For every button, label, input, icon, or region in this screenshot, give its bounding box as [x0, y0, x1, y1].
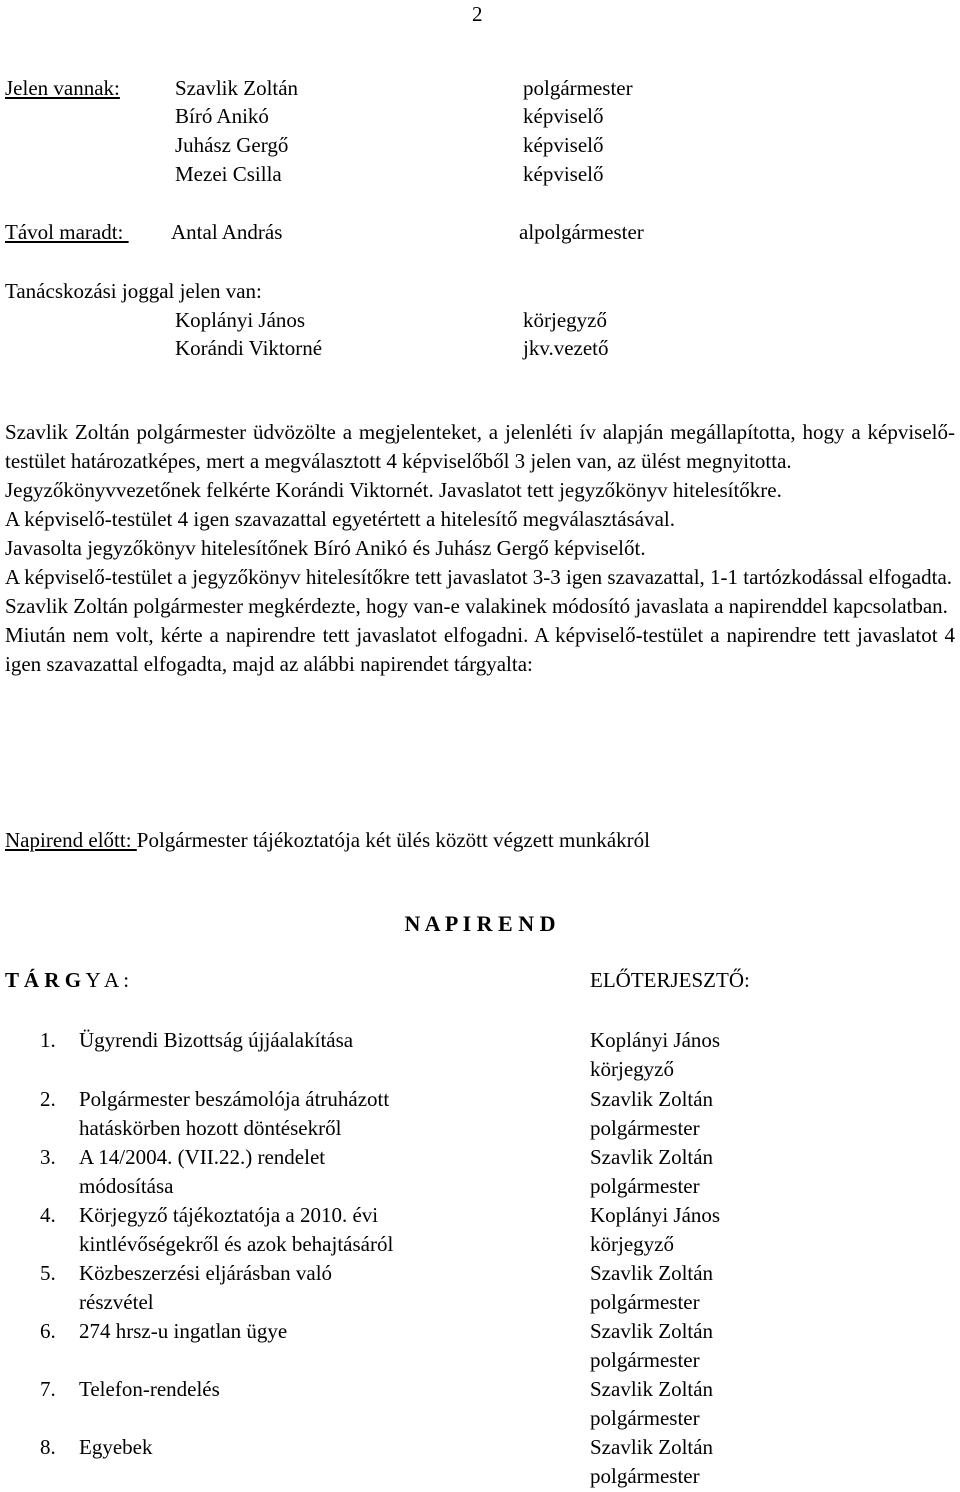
item-presenter: Szavlik Zoltán	[590, 1145, 714, 1169]
item-subject: részvétel	[79, 1290, 154, 1314]
advisory-label: Tanácskozási joggal jelen van:	[5, 279, 262, 303]
item-subject: kintlévőségekről és azok behajtásáról	[79, 1232, 394, 1256]
agenda-title	[0, 912, 960, 936]
item-presenter-title: polgármester	[590, 1116, 700, 1140]
present-role: képviselő	[523, 104, 604, 128]
paragraph: Szavlik Zoltán polgármester üdvözölte a megjelenteket, a jelenléti ív alapján megállapította, hogy a képviselő-testület határozatképes, mert a megválasztott 4 képviselőből 3 jelen van, az ülést megnyitotta.	[5, 420, 955, 473]
item-presenter-title: polgármester	[590, 1174, 700, 1198]
item-presenter-title: polgármester	[590, 1406, 700, 1430]
item-number: 6.	[40, 1319, 56, 1343]
paragraph: Jegyzőkönyvvezetőnek felkérte Korándi Viktornét. Javaslatot tett jegyzőkönyv hitelesítőkre.	[5, 478, 782, 502]
item-subject: módosítása	[79, 1174, 174, 1198]
advisory-role: jkv.vezető	[523, 336, 609, 360]
item-subject: Egyebek	[79, 1435, 153, 1459]
item-presenter-title: polgármester	[590, 1290, 700, 1314]
advisory-role: körjegyző	[523, 308, 607, 332]
item-subject: Közbeszerzési eljárásban való	[79, 1261, 333, 1285]
item-number: 5.	[40, 1261, 56, 1285]
present-name: Szavlik Zoltán	[175, 76, 299, 100]
item-subject: Ügyrendi Bizottság újjáalakítása	[79, 1028, 354, 1052]
paragraph: Miután nem volt, kérte a napirendre tett javaslatot elfogadni. A képviselő-testület a napirendre tett javaslatot 4 igen szavazattal elfogadta, majd az alábbi napirendet tárgyalta:	[5, 623, 955, 676]
item-presenter: Koplányi János	[590, 1203, 721, 1227]
pre-agenda-text: Polgármester tájékoztatója két ülés között végzett munkákról	[136, 828, 650, 852]
advisory-name: Korándi Viktorné	[175, 336, 323, 360]
item-presenter: Szavlik Zoltán	[590, 1261, 714, 1285]
minutes-body	[5, 418, 955, 679]
item-number: 4.	[40, 1203, 56, 1227]
pre-agenda-label: Napirend előtt:	[5, 828, 137, 852]
present-name: Mezei Csilla	[175, 162, 282, 186]
item-presenter-title: körjegyző	[590, 1057, 674, 1081]
item-number: 3.	[40, 1145, 56, 1169]
item-number: 7.	[40, 1377, 56, 1401]
paragraph: Szavlik Zoltán polgármester megkérdezte, hogy van-e valakinek módosító javaslata a napirenddel kapcsolatban.	[5, 594, 948, 618]
absent-role: alpolgármester	[519, 220, 644, 244]
present-label: Jelen vannak:	[5, 76, 120, 100]
agenda-title-text: N A P I R E N D	[404, 911, 556, 936]
pre-agenda-line	[5, 828, 650, 852]
subject-header	[5, 968, 129, 992]
item-presenter-title: polgármester	[590, 1464, 700, 1488]
item-presenter: Koplányi János	[590, 1028, 721, 1052]
present-role: képviselő	[523, 133, 604, 157]
item-presenter-title: polgármester	[590, 1348, 700, 1372]
subject-header-rest: Y A :	[81, 968, 130, 992]
absent-label: Távol maradt:	[5, 220, 129, 244]
item-subject: Polgármester beszámolója átruházott	[79, 1087, 390, 1111]
paragraph: A képviselő-testület 4 igen szavazattal egyetértett a hitelesítő megválasztásával.	[5, 507, 675, 531]
present-role: képviselő	[523, 162, 604, 186]
absent-name: Antal András	[171, 220, 283, 244]
present-name: Bíró Anikó	[175, 104, 269, 128]
item-number: 2.	[40, 1087, 56, 1111]
item-subject: Körjegyző tájékoztatója a 2010. évi	[79, 1203, 379, 1227]
item-presenter-title: körjegyző	[590, 1232, 674, 1256]
item-subject: A 14/2004. (VII.22.) rendelet	[79, 1145, 326, 1169]
item-number: 1.	[40, 1028, 56, 1052]
advisory-name: Koplányi János	[175, 308, 306, 332]
item-number: 8.	[40, 1435, 56, 1459]
item-subject: Telefon-rendelés	[79, 1377, 220, 1401]
present-role: polgármester	[523, 76, 633, 100]
present-name: Juhász Gergő	[175, 133, 289, 157]
page-number: 2	[472, 2, 483, 26]
item-subject: 274 hrsz-u ingatlan ügye	[79, 1319, 288, 1343]
item-presenter: Szavlik Zoltán	[590, 1087, 714, 1111]
presenter-header: ELŐTERJESZTŐ:	[590, 968, 750, 992]
paragraph: A képviselő-testület a jegyzőkönyv hitelesítőkre tett javaslatot 3-3 igen szavazattal, 1-1 tartózkodással elfogadta.	[5, 565, 953, 589]
item-presenter: Szavlik Zoltán	[590, 1377, 714, 1401]
paragraph: Javasolta jegyzőkönyv hitelesítőnek Bíró Anikó és Juhász Gergő képviselőt.	[5, 536, 646, 560]
item-subject: hatáskörben hozott döntésekről	[79, 1116, 342, 1140]
item-presenter: Szavlik Zoltán	[590, 1435, 714, 1459]
item-presenter: Szavlik Zoltán	[590, 1319, 714, 1343]
subject-header-bold: T Á R G	[5, 968, 82, 992]
